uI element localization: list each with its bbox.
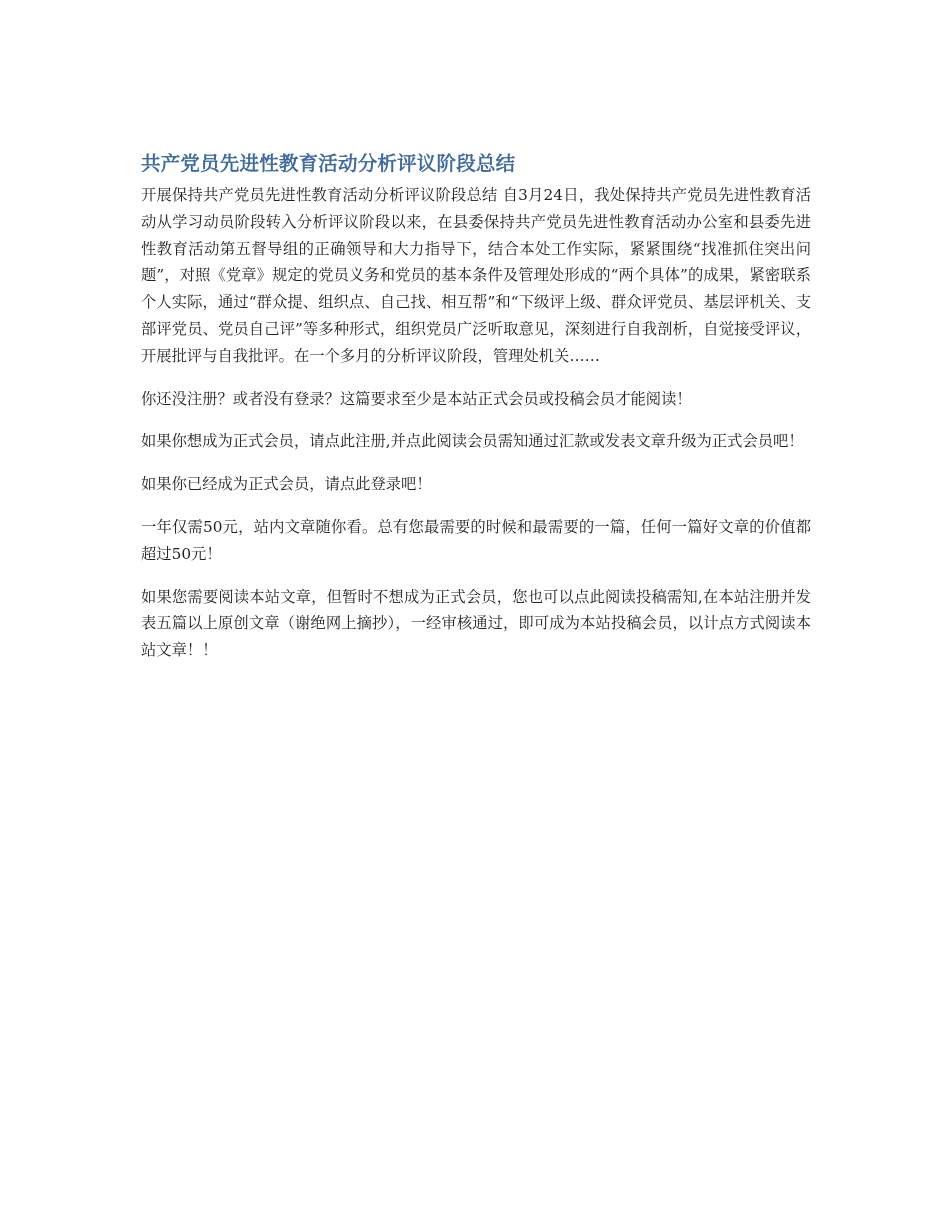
contributor-notice-paragraph: 如果您需要阅读本站文章，但暂时不想成为正式会员，您也可以点此阅读投稿需知,在本站注册并发表五篇以上原创文章（谢绝网上摘抄），一经审核通过，即可成为本站投稿会员，以计点方式阅读本站文章！！ bbox=[141, 587, 811, 660]
member-login-paragraph: 如果你已经成为正式会员，请点此登录吧！ bbox=[141, 475, 432, 494]
register-notice-paragraph: 如果你想成为正式会员，请点此注册,并点此阅读会员需知通过汇款或发表文章升级为正式会员吧！ bbox=[141, 432, 804, 451]
document-title: 共产党员先进性教育活动分析评议阶段总结 bbox=[141, 152, 516, 175]
intro-paragraph: 开展保持共产党员先进性教育活动分析评议阶段总结 自3月24日，我处保持共产党员先进性教育活动从学习动员阶段转入分析评议阶段以来，在县委保持共产党员先进性教育活动办公室和县委先进性教育活动第五督导组的正确领导和大力指导下，结合本处工作实际，紧紧围绕“找准抓住突出问题”，对照《党章》规定的党员义务和党员的基本条件及管理处形成的“两个具体”的成果，紧密联系个人实际，通过“群众提、组织点、自己找、相互帮”和“下级评上级、群众评党员、基层评机关、支部评党员、党员自己评”等多种形式，组织党员广泛听取意见，深刻进行自我剖析，自觉接受评议，开展批评与自我批评。在一个多月的分析评议阶段，管理处机关…… bbox=[141, 186, 811, 365]
document-page bbox=[141, 150, 811, 680]
login-notice-paragraph: 你还没注册？或者没有登录？这篇要求至少是本站正式会员或投稿会员才能阅读！ bbox=[141, 389, 692, 408]
price-notice-paragraph: 一年仅需50元，站内文章随你看。总有您最需要的时候和最需要的一篇，任何一篇好文章的价值都超过50元！ bbox=[141, 517, 811, 563]
